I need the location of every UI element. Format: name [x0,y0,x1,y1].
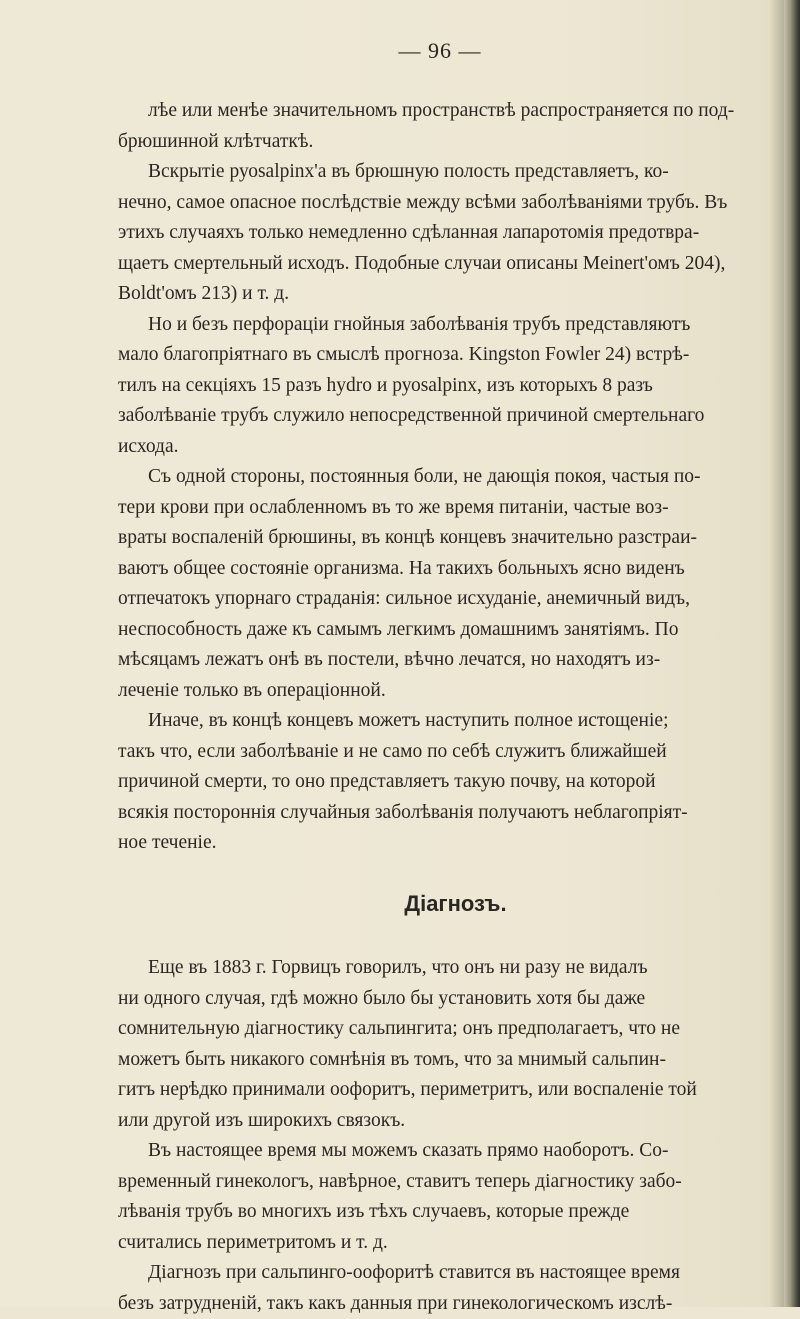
text-line: Вскрытіе руоsalpinx'а въ брюшную полость представляетъ, ко- [118,157,773,188]
text-line: неспособность даже къ самымъ легкимъ домашнимъ занятіямъ. По [118,615,773,646]
text-line: мало благопріятнаго въ смыслѣ прогноза. Kingston Fowler 24) встрѣ- [118,340,773,371]
paragraph [118,1258,773,1319]
text-line: враты воспаленій брюшины, въ концѣ концевъ значительно разстраи- [118,523,773,554]
text-line: ное теченіе. [118,828,773,859]
text-line: Иначе, въ концѣ концевъ можетъ наступить полное истощеніе; [118,706,773,737]
section-after [118,953,773,1319]
text-line: считались периметритомъ и т. д. [118,1228,773,1259]
body-text [118,96,773,1319]
paragraph [118,953,773,1136]
book-spine-edge [784,0,800,1307]
text-line: нечно, самое опасное послѣдствіе между всѣми заболѣваніями трубъ. Въ [118,188,773,219]
text-line: брюшинной клѣтчаткѣ. [118,127,773,158]
text-line: отпечатокъ упорнаго страданія: сильное исхуданіе, анемичный видъ, [118,584,773,615]
paragraph [118,96,773,157]
text-line: причиной смерти, то оно представляетъ такую почву, на которой [118,767,773,798]
text-line: ни одного случая, гдѣ можно было бы установить хотя бы даже [118,984,773,1015]
text-line: этихъ случаяхъ только немедленно сдѣланная лапаротомія предотвра- [118,218,773,249]
text-line: лѣе или менѣе значительномъ пространствѣ распространяется по под- [118,96,773,127]
paragraph [118,706,773,859]
text-line: безъ затрудненій, такъ какъ данныя при гинекологическомъ изслѣ- [118,1289,773,1319]
text-line: мѣсяцамъ лежатъ онѣ въ постели, вѣчно лечатся, но находятъ из- [118,645,773,676]
text-line: заболѣваніе трубъ служило непосредственной причиной смертельнаго [118,401,773,432]
text-line: лѣванія трубъ во многихъ изъ тѣхъ случаевъ, которые прежде [118,1197,773,1228]
text-line: Діагнозъ при сальпинго-оофоритѣ ставится въ настоящее время [118,1258,773,1289]
paragraph [118,310,773,463]
text-line: Еще въ 1883 г. Горвицъ говорилъ, что онъ ни разу не видалъ [118,953,773,984]
text-line: Но и безъ перфораціи гнойныя заболѣванія трубъ представляютъ [118,310,773,341]
paragraph [118,462,773,706]
text-line: Въ настоящее время мы можемъ сказать прямо наоборотъ. Со- [118,1136,773,1167]
text-line: Съ одной стороны, постоянныя боли, не дающія покоя, частыя по- [118,462,773,493]
text-line: всякія постороннія случайныя заболѣванія получаютъ неблагопріят- [118,798,773,829]
text-line: такъ что, если заболѣваніе и не само по себѣ служитъ ближайшей [118,737,773,768]
text-line: гитъ нерѣдко принимали оофоритъ, периметритъ, или воспаленіе той [118,1075,773,1106]
text-line: исхода. [118,432,773,463]
text-line: щаетъ смертельный исходъ. Подобные случаи описаны Meinert'омъ 204), [118,249,773,280]
section-heading: Діагнозъ. [118,889,773,920]
paragraph [118,1136,773,1258]
text-line: или другой изъ широкихъ связокъ. [118,1106,773,1137]
text-line: можетъ быть никакого сомнѣнія въ томъ, что за мнимый сальпин- [118,1045,773,1076]
text-line: леченіе только въ операціонной. [118,676,773,707]
page-number: — 96 — [0,38,800,64]
section-before [118,96,773,859]
paragraph [118,157,773,310]
text-line: Boldt'омъ 213) и т. д. [118,279,773,310]
text-line: ваютъ общее состояніе организма. На такихъ больныхъ ясно виденъ [118,554,773,585]
text-line: тери крови при ослабленномъ въ то же время питаніи, частые воз- [118,493,773,524]
text-line: тилъ на секціяхъ 15 разъ hydro и руоsalpinx, изъ которыхъ 8 разъ [118,371,773,402]
text-line: сомнительную діагностику сальпингита; онъ предполагаетъ, что не [118,1014,773,1045]
text-line: временный гинекологъ, навѣрное, ставитъ теперь діагностику забо- [118,1167,773,1198]
